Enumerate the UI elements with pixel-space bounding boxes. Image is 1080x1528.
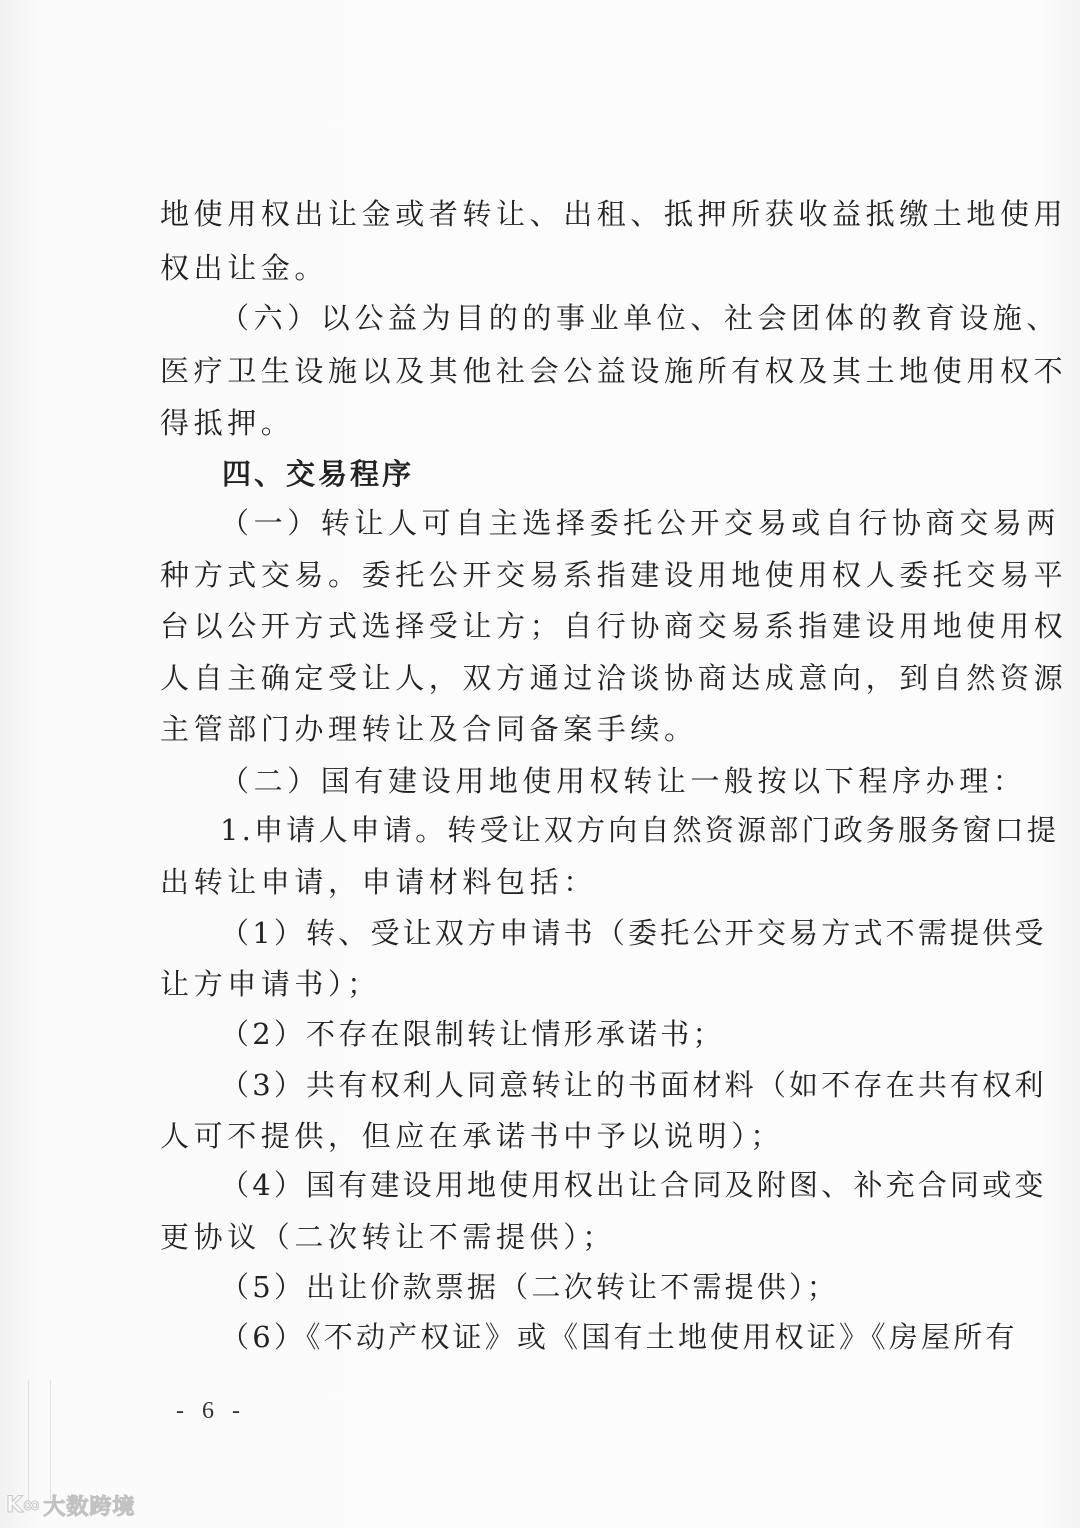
text-line: 医疗卫生设施以及其他社会公益设施所有权及其土地使用权不	[160, 354, 1068, 388]
text-line: 台以公开方式选择受让方；自行协商交易系指建设用地使用权	[160, 609, 1068, 643]
watermark-text: 大数跨境	[43, 1495, 136, 1520]
text-line: 人自主确定受让人，双方通过洽谈协商达成意向，到自然资源	[160, 661, 1068, 695]
text-line: 地使用权出让金或者转让、出租、抵押所获收益抵缴土地使用	[160, 197, 1068, 231]
text-line: 权出让金。	[160, 251, 329, 285]
scan-edge-line	[50, 1380, 51, 1500]
text-line: （1）转、受让双方申请书（委托公开交易方式不需提供受	[220, 916, 1047, 950]
text-line: 更协议（二次转让不需提供）；	[160, 1220, 616, 1254]
text-line: （六）以公益为目的的事业单位、社会团体的教育设施、	[220, 301, 1061, 335]
text-line: （一）转让人可自主选择委托公开交易或自行协商交易两	[220, 506, 1061, 540]
watermark	[6, 1490, 135, 1521]
text-line: 得抵押。	[160, 406, 295, 440]
text-line: 出转让申请，申请材料包括：	[160, 865, 597, 899]
watermark-logo-icon: K∞	[6, 1493, 40, 1518]
text-line: 主管部门办理转让及合同备案手续。	[160, 712, 698, 746]
text-line: （2）不存在限制转让情形承诺书；	[220, 1017, 725, 1051]
scan-edge-line	[28, 1380, 29, 1500]
text-line: （4）国有建设用地使用权出让合同及附图、补充合同或变	[220, 1168, 1047, 1202]
text-line: 人可不提供，但应在承诺书中予以说明）；	[160, 1119, 784, 1153]
text-line: 种方式交易。委托公开交易系指建设用地使用权人委托交易平	[160, 558, 1068, 592]
text-line: （3）共有权利人同意转让的书面材料（如不存在共有权利	[220, 1068, 1047, 1102]
text-line: 1.申请人申请。转受让双方向自然资源部门政务服务窗口提	[220, 813, 1060, 847]
text-line: （6）《不动产权证》或《国有土地使用权证》《房屋所有	[220, 1320, 1018, 1354]
text-line: （5）出让价款票据（二次转让不需提供）；	[220, 1270, 839, 1304]
page-number: - 6 -	[176, 1398, 246, 1424]
section-heading: 四、交易程序	[222, 457, 415, 491]
text-line: （二）国有建设用地使用权转让一般按以下程序办理：	[220, 764, 1027, 798]
text-line: 让方申请书）；	[160, 967, 381, 1001]
